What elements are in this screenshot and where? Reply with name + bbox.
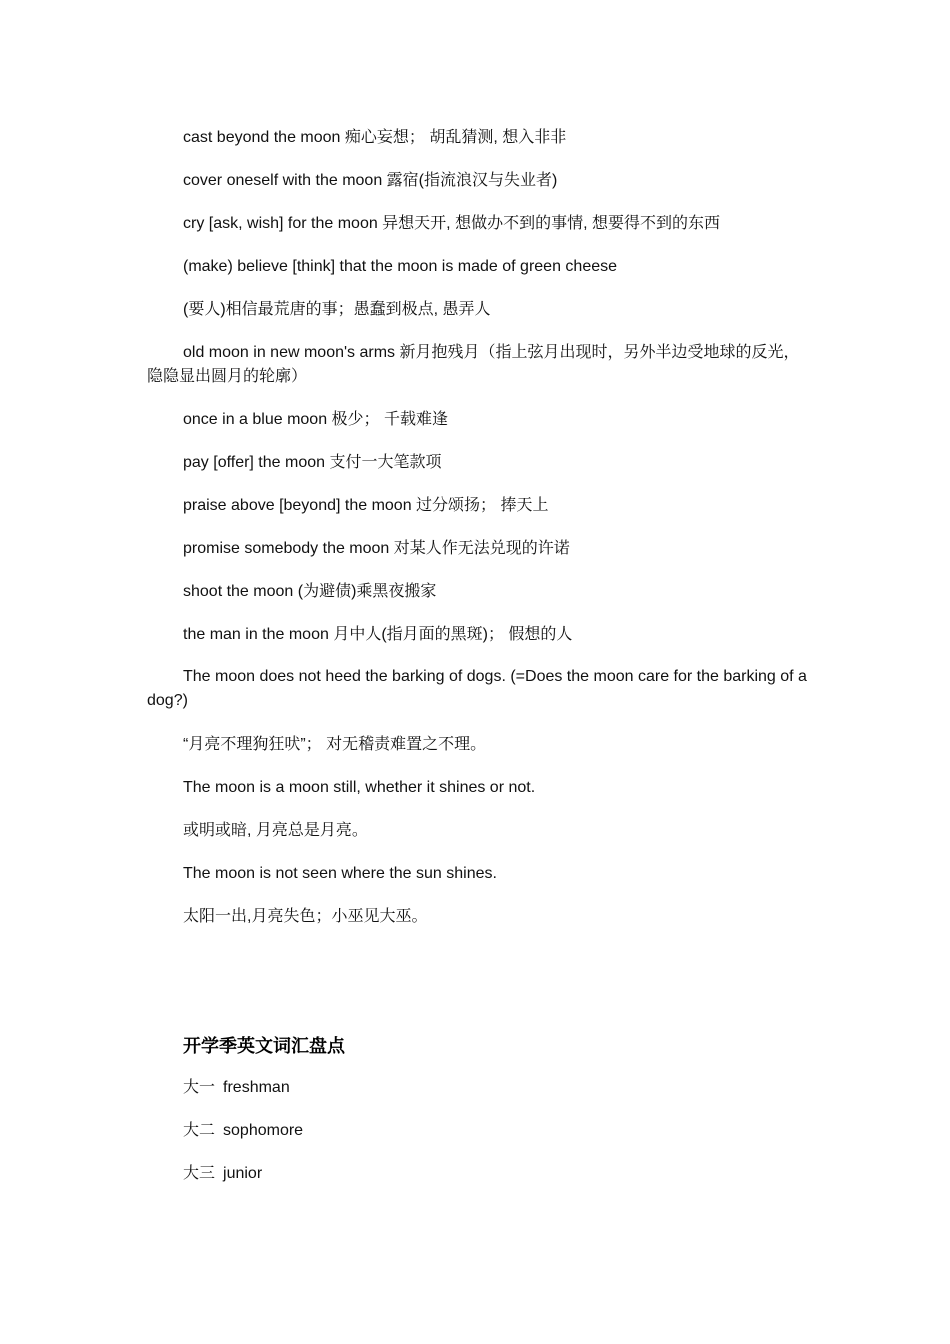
vocab-item: [183, 1164, 262, 1184]
vocab-item: [183, 1121, 303, 1141]
entry-promise-somebody: promise somebody the moon 对某人作无法兑现的许诺: [183, 540, 570, 557]
vocab-term: 大三: [183, 1165, 216, 1182]
section-title: 开学季英文词汇盘点: [183, 1036, 345, 1056]
entry-moon-still-meaning: 或明或暗, 月亮总是月亮。: [183, 822, 368, 839]
vocab-term: 大二: [183, 1122, 216, 1139]
entry-moon-dogs-meaning: “月亮不理狗狂吠”； 对无稽责难置之不理。: [183, 736, 487, 753]
vocab-term: 大一: [183, 1079, 216, 1096]
entry-shoot-the-moon: shoot the moon (为避债)乘黑夜搬家: [183, 583, 437, 600]
entry-cry-for-moon: cry [ask, wish] for the moon 异想天开, 想做办不到的事情, 想要得不到的东西: [183, 215, 720, 232]
entry-make-believe-meaning: (要人)相信最荒唐的事；愚蠢到极点, 愚弄人: [183, 301, 491, 318]
vocab-english: sophomore: [223, 1122, 304, 1139]
entry-sun-shines: The moon is not seen where the sun shines.: [183, 865, 497, 882]
vocab-item: [183, 1078, 290, 1098]
entry-man-in-moon: the man in the moon 月中人(指月面的黑斑)； 假想的人: [183, 626, 573, 643]
entry-moon-dogs: The moon does not heed the barking of dogs. (=Does the moon care for the barking of a dog?): [147, 668, 807, 709]
entry-praise-above: praise above [beyond] the moon 过分颂扬； 捧天上: [183, 497, 549, 514]
entry-make-believe: (make) believe [think] that the moon is made of green cheese: [183, 258, 618, 275]
entry-sun-shines-meaning: 太阳一出,月亮失色；小巫见大巫。: [183, 908, 428, 925]
vocab-english: freshman: [223, 1079, 290, 1096]
entry-old-moon: old moon in new moon's arms 新月抱残月（指上弦月出现时，另外半边受地球的反光，隐隐显出圆月的轮廓）: [147, 344, 800, 385]
entry-blue-moon: once in a blue moon 极少； 千载难逢: [183, 411, 448, 428]
vocab-english: junior: [223, 1165, 263, 1182]
entry-pay-the-moon: pay [offer] the moon 支付一大笔款项: [183, 454, 442, 471]
entry-cover-oneself: cover oneself with the moon 露宿(指流浪汉与失业者): [183, 172, 558, 189]
entry-cast-beyond: cast beyond the moon 痴心妄想； 胡乱猜测, 想入非非: [183, 129, 567, 146]
entry-moon-still: The moon is a moon still, whether it shines or not.: [183, 779, 536, 796]
